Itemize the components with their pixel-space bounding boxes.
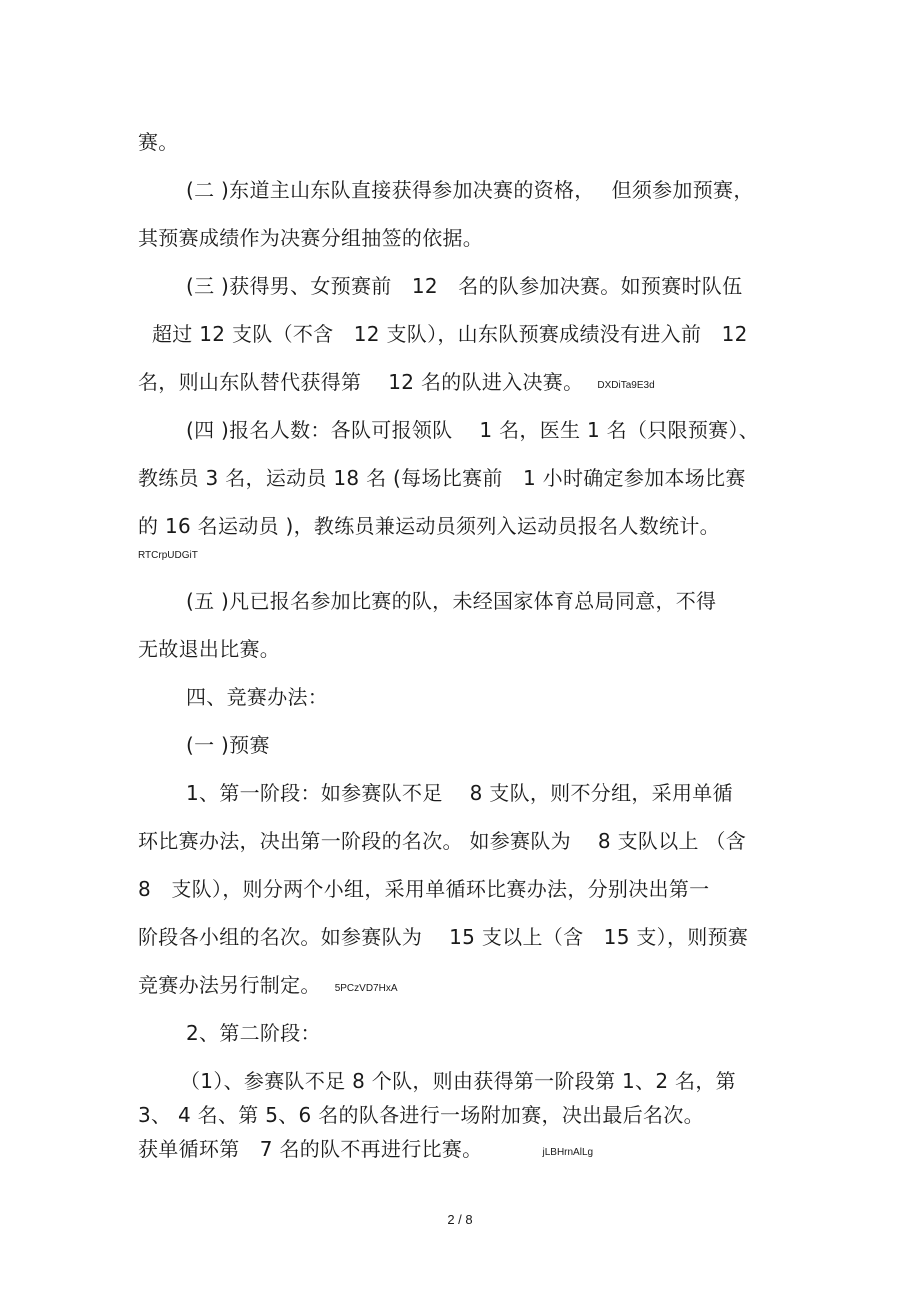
watermark-code: DXDiTa9E3d [597,380,655,391]
text-line: 的 16 名运动员 )，教练员兼运动员须列入运动员报名人数统计。 [138,514,720,538]
text-line: 无故退出比赛。 [138,637,281,661]
subsection-heading: (一 )预赛 [186,733,270,757]
text-line [138,370,655,398]
section-heading: 四、竞赛办法： [186,685,329,709]
watermark-code: jLBHrnAlLg [542,1147,594,1158]
text-line: 3、 4 名、第 5、6 名的队各进行一场附加赛，决出最后名次。 [138,1103,704,1127]
text-line: 8 支队），则分两个小组，采用单循环比赛办法，分别决出第一 [138,877,710,901]
text-segment: 竞赛办法另行制定。 [138,973,321,997]
text-line: 赛。 [138,130,179,154]
text-line: (四 )报名人数：各队可报领队 1 名，医生 1 名（只限预赛）、 [186,418,760,442]
page-number: 2 / 8 [447,1212,473,1227]
text-line: 2、第二阶段： [186,1021,321,1045]
text-line: 1、第一阶段：如参赛队不足 8 支队，则不分组，采用单循 [186,781,733,805]
text-line: 超过 12 支队（不含 12 支队），山东队预赛成绩没有进入前 12 [152,322,748,346]
text-line: （1）、参赛队不足 8 个队，则由获得第一阶段第 1、2 名，第 [180,1069,736,1093]
text-line: 环比赛办法，决出第一阶段的名次。 如参赛队为 8 支队以上 （含 [138,829,747,853]
text-line: 教练员 3 名，运动员 18 名 (每场比赛前 1 小时确定参加本场比赛 [138,466,746,490]
watermark-code: 5PCzVD7HxA [334,983,398,994]
watermark-code: RTCrpUDGiT [138,550,198,561]
text-line: 阶段各小组的名次。如参赛队为 15 支以上（含 15 支），则预赛 [138,925,749,949]
text-line: 其预赛成绩作为决赛分组抽签的依据。 [138,226,484,250]
text-line: (三 )获得男、女预赛前 12 名的队参加决赛。如预赛时队伍 [186,274,743,298]
text-line: (五 )凡已报名参加比赛的队，未经国家体育总局同意，不得 [186,589,717,613]
text-line: (二 )东道主山东队直接获得参加决赛的资格， 但须参加预赛， [186,178,754,202]
text-segment: 名，则山东队替代获得第 12 名的队进入决赛。 [138,370,584,394]
text-segment: 获单循环第 7 名的队不再进行比赛。 [138,1137,483,1161]
text-line [138,973,398,1001]
text-line [138,1137,593,1165]
